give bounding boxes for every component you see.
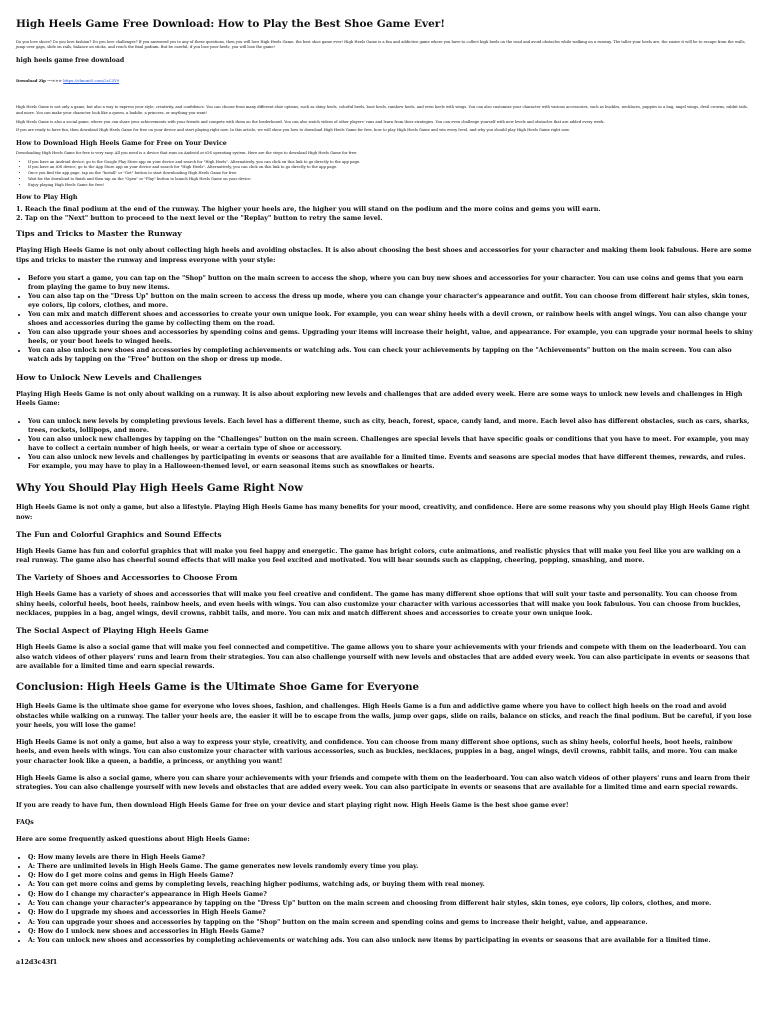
graphics-heading: The Fun and Colorful Graphics and Sound Effects (16, 529, 222, 539)
tips-intro: Playing High Heels Game is not only about collecting high heels and avoiding obstacles. It is also about choosing the best shoes and accessories for your character and making them look fabulous. Here are some tips and tricks to master the runway and impress everyone with your style: (16, 247, 752, 264)
faq-item: • A: You can get more coins and gems by completing levels, reaching higher podiums, watching ads, or buying them with real money. (28, 880, 754, 889)
list-item: • Once you find the app page, tap on the "Install" or "Get" button to start downloading High Heels Game for free. (28, 171, 754, 177)
download-section-heading: How to Download High Heels Game for Free on Your Device (16, 140, 227, 147)
tips-list (16, 275, 754, 365)
social-heading: The Social Aspect of Playing High Heels Game (16, 626, 209, 636)
conclusion-paragraph: High Heels Game is not only a game, but also a way to express your style, creativity, and confidence. You can choose from many different shoe options, such as shiny heels, colorful heels, boot heels, rainbow heels, and even heels with wings. You can also customize your character with various accessories, such as buckles, necklaces, puppies in a bag, angel wings, devil crowns, rabbit tails, and more. You can make your character look like a queen, a baddie, a princess, or anything you want! (16, 739, 738, 765)
list-item: • You can mix and match different shoes and accessories to create your own unique look. For example, you can wear shiny heels with a devil crown, or rainbow heels with angel wings. You can also change your shoes and accessories during the game by collecting them on the road. (28, 311, 754, 329)
list-item: • Enjoy playing High Heels Game for free! (28, 183, 754, 189)
about-paragraph: High Heels Game is not only a game, but also a way to express your style, creativity, and confidence. You can choose from many different shoe options, such as shiny heels, colorful heels, boot heels, rainbow heels, and even heels with wings. You can also customize your character with various accessories, such as buckles, necklaces, puppies in a bag, angel wings, devil crowns, rabbit tails, and more. You can make your character look like a queen, a baddie, a princess, or anything you want! (16, 105, 748, 115)
footer-hash: a12d3c43f1 (16, 959, 58, 967)
list-item: • You can also upgrade your shoes and accessories by spending coins and gems. Upgrading your items will increase their height, value, and appearance. For example, you can upgrade your normal heels to shiny heels, or your boot heels to winged heels. (28, 329, 754, 347)
unlock-heading: How to Unlock New Levels and Challenges (16, 372, 202, 382)
conclusion-paragraph: High Heels Game is the ultimate shoe game for everyone who loves shoes, fashion, and challenges. High Heels Game is a fun and addictive game where you have to collect high heels on the road and avoid obstacles while walking on a runway. The taller your heels are, the easier it will be to escape from the walls, jump over gaps, slide on rails, balance on sticks, and reach the final podium. But be careful, if you lose your heels, you will lose the game! (16, 703, 752, 729)
conclusion-heading: Conclusion: High Heels Game is the Ultimate Shoe Game for Everyone (16, 681, 419, 694)
keyword-heading: high heels game free download (16, 57, 125, 65)
how-to-play-heading: How to Play High (16, 194, 78, 202)
list-item: • If you have an Android device, go to the Google Play Store app on your device and search for "High Heels". Alternatively, you can click on this link to go directly to the app page. (28, 160, 754, 166)
faq-item: • Q: How do I unlock new shoes and accessories in High Heels Game? (28, 927, 754, 936)
faq-item: • A: You can change your character's appearance by tapping on the "Dress Up" button on the main screen and choosing from different hair styles, skin tones, eye colors, lip colors, clothes, and more. (28, 899, 754, 908)
list-item: 1. Reach the final podium at the end of the runway. The higher your heels are, the higher you will stand on the podium and the more coins and gems you will earn. (16, 205, 601, 214)
faq-item: • Q: How do I change my character's appearance in High Heels Game? (28, 890, 754, 899)
social-text: High Heels Game is also a social game that will make you feel connected and competitive. The game allows you to share your achievements with your friends and compete with them on the leaderboard. You can also watch videos of other players' runs and learn from their strategies. You can also challenge yourself with new levels and obstacles that are added every week. You can also participate in events or seasons that are available for a limited time and earn special rewards. (16, 644, 750, 670)
faq-item: • A: You can unlock new shoes and accessories by completing achievements or watching ads. You can also unlock new items by participating in events or seasons that are available for a limited time. (28, 936, 754, 945)
faqs-heading: FAQs (16, 818, 34, 826)
download-line (16, 78, 754, 83)
faq-item: • A: There are unlimited levels in High Heels Game. The game generates new levels randomly every time you play. (28, 862, 754, 871)
unlock-list (16, 418, 754, 472)
about-paragraph: High Heels Game is also a social game, where you can share your achievements with your friends and compete with them on the leaderboard. You can also watch videos of other players' runs and learn from their strategies. You can even challenge yourself with new levels and obstacles that are added every week. (16, 119, 605, 124)
list-item: • Before you start a game, you can tap on the "Shop" button on the main screen to access the shop, where you can buy new shoes and accessories for your character. You can use coins and gems that you earn from playing the game to buy new items. (28, 275, 754, 293)
list-item: • You can also unlock new levels and challenges by participating in events or seasons that are available for a limited time. Events and seasons are special modes that have different themes, rewards, and rules. For example, you may have to play in a Halloween-themed level, or earn seasonal items such as snowflakes or hearts. (28, 454, 754, 472)
list-item: • You can also unlock new shoes and accessories by completing achievements or watching ads. You can check your achievements by tapping on the "Achievements" button on the main screen. You can also watch ads by tapping on the "Free" button on the shop or dress up mode. (28, 347, 754, 365)
page-title: High Heels Game Free Download: How to Play the Best Shoe Game Ever! (16, 18, 445, 30)
variety-heading: The Variety of Shoes and Accessories to Choose From (16, 573, 238, 583)
intro-paragraph: Do you love shoes? Do you love fashion? Do you love challenges? If you answered yes to any of these questions, then you will love High Heels Game, the best shoe game ever! High Heels Game is a fun and addictive game where you have to collect high heels on the road and avoid obstacles while walking on a runway. The taller your heels are, the easier it will be to escape from the walls, jump over gaps, slide on rails, balance on sticks, and reach the final podium. But be careful, if you lose your heels, you will lose the game! (16, 39, 746, 50)
unlock-intro: Playing High Heels Game is not only about walking on a runway. It is also about exploring new levels and challenges that are added every week. Here are some ways to unlock new levels and challenges in High Heels Game: (16, 390, 743, 408)
list-item: • Wait for the download to finish and then tap on the "Open" or "Play" button to launch High Heels Game on your device. (28, 177, 754, 183)
conclusion-paragraph: High Heels Game is also a social game, where you can share your achievements with your friends and compete with them on the leaderboard. You can also watch videos of other players' runs and learn from their strategies. You can also challenge yourself with new levels and obstacles that are added every week. You can also participate in events or seasons that are available for a limited time and earn special rewards. (16, 775, 750, 792)
faq-item: • Q: How many levels are there in High Heels Game? (28, 853, 754, 862)
tips-heading: Tips and Tricks to Master the Runway (16, 229, 182, 239)
why-heading: Why You Should Play High Heels Game Right Now (16, 482, 303, 495)
graphics-text: High Heels Game has fun and colorful graphics that will make you feel happy and energetic. The game has bright colors, cute animations, and realistic physics that will make you feel like you are walking on a real runway. The game also has cheerful sound effects that will make you feel excited and motivated. You will hear sounds such as clapping, cheering, popping, smashing, and more. (16, 547, 741, 565)
download-steps-list (16, 160, 754, 189)
about-paragraph: If you are ready to have fun, then download High Heels Game for free on your device and start playing right now. In this article, we will show you how to download High Heels Game for free, how to play High Heels Game and win every level, and why you should play High Heels Game right now. (16, 128, 570, 133)
download-section-intro: Downloading High Heels Game for free is very easy. All you need is a device that runs on Android or iOS operating system. Here are the steps to download High Heels Game for free: (16, 151, 358, 155)
list-item: • You can unlock new levels by completing previous levels. Each level has a different theme, such as city, beach, forest, space, candy land, and more. Each level also has different obstacles, such as cars, sharks, trees, rockets, lollipops, and more. (28, 418, 754, 436)
faq-item: • Q: How do I get more coins and gems in High Heels Game? (28, 871, 754, 880)
how-to-play-steps (16, 205, 754, 223)
download-link[interactable]: https://vlmunt5.com/2sC3Y9 (63, 78, 120, 84)
faqs-intro: Here are some frequently asked questions about High Heels Game: (16, 836, 250, 844)
list-item: 2. Tap on the "Next" button to proceed to the next level or the "Replay" button to retry the same level. (16, 214, 383, 223)
faq-list (16, 853, 754, 946)
download-label: Download Zip --->>> (16, 78, 64, 84)
list-item: • If you have an iOS device, go to the App Store app on your device and search for "High Heels". Alternatively, you can click on this link to go directly to the app page. (28, 165, 754, 171)
variety-text: High Heels Game has a variety of shoes and accessories that will make you feel creative and confident. The game has many different shoe options that will suit your taste and personality. You can choose from shiny heels, colorful heels, boot heels, rainbow heels, and even heels with wings. You can also customize your character with various accessories that will make you look fabulous. You can choose from buckles, necklaces, puppies in a bag, angel wings, devil crowns, rabbit tails, and more. You can mix and match different shoes and accessories to create your own unique look. (16, 591, 741, 618)
faq-item: • A: You can upgrade your shoes and accessories by tapping on the "Shop" button on the main screen and spending coins and gems to increase their height, value, and appearance. (28, 918, 754, 927)
conclusion-paragraph: If you are ready to have fun, then download High Heels Game for free on your device and start playing right now. High Heels Game is the best shoe game ever! (16, 801, 569, 809)
why-intro: High Heels Game is not only a game, but also a lifestyle. Playing High Heels Game has many benefits for your mood, creativity, and confidence. Here are some reasons why you should play High Heels Game right now: (16, 504, 750, 521)
list-item: • You can also tap on the "Dress Up" button on the main screen to access the dress up mode, where you can change your character's appearance and outfit. You can choose from different hair styles, skin tones, eye colors, lip colors, clothes, and more. (28, 293, 754, 311)
faq-item: • Q: How do I upgrade my shoes and accessories in High Heels Game? (28, 908, 754, 917)
list-item: • You can also unlock new challenges by tapping on the "Challenges" button on the main screen. Challenges are special levels that have specific goals or conditions that you have to meet. For example, you may have to collect a certain number of high heels, or wear a certain type of shoe or accessory. (28, 436, 754, 454)
